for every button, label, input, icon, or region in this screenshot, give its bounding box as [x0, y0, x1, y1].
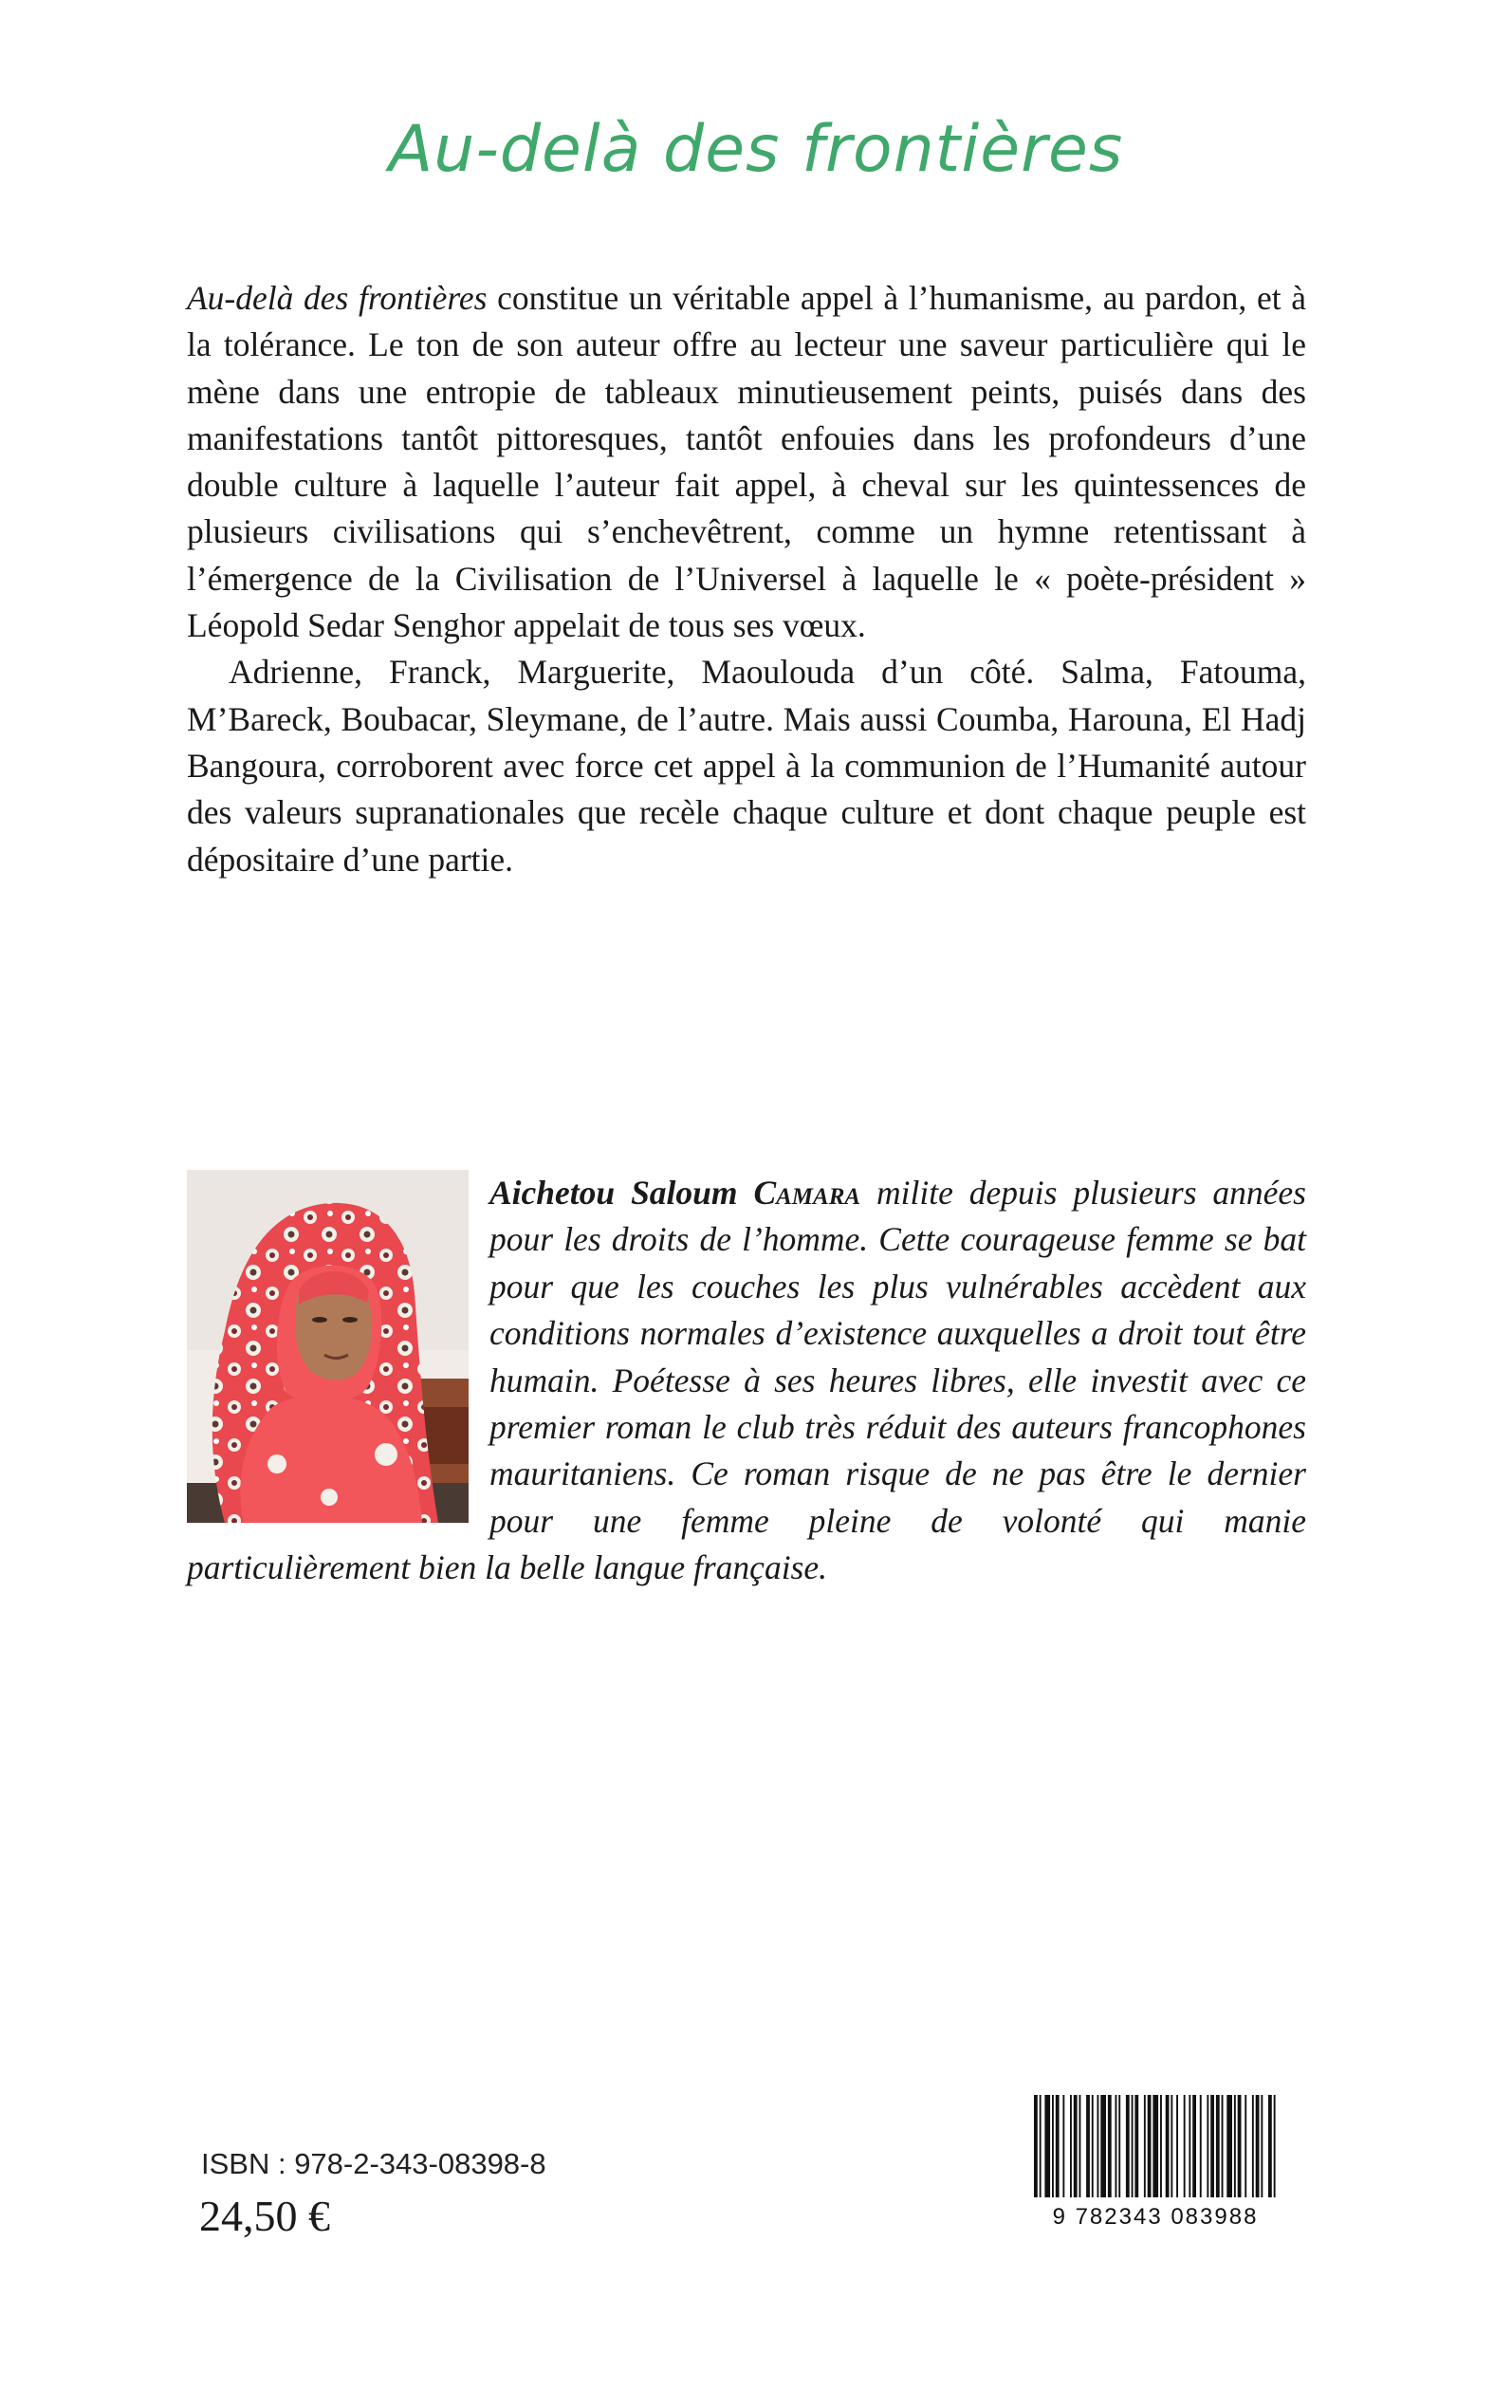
barcode-bar: [1184, 2095, 1186, 2197]
barcode-bar: [1160, 2095, 1162, 2197]
barcode-bar: [1274, 2095, 1276, 2197]
barcode-bar: [1118, 2095, 1120, 2197]
summary-paragraph-1-text: constitue un véritable appel à l’humanisme, au pardon, et à la tolérance. Le ton de son auteur offre au lecteur une saveur particulière qui le mène dans une entropie de tableaux minutieusement peints, puisés dans des manifestations tantôt pittoresques, tantôt enfouies dans les profondeurs d’une double culture à laquelle l’auteur fait appel, à cheval sur les quintessences de plusieurs civilisations qui s’enchevêtrent, comme un hymne retentissant à l’émergence de la Civilisation de l’Universel à laquelle le « poète-président » Léopold Sedar Senghor appelait de tous ses vœux.: [187, 279, 1306, 645]
book-title: Au-delà des frontières: [388, 112, 1124, 187]
barcode-bar: [1116, 2095, 1117, 2197]
barcode: [1017, 2095, 1294, 2228]
summary-paragraph-2: Adrienne, Franck, Marguerite, Maoulouda d’un côté. Salma, Fatouma, M’Bareck, Boubacar, Sleymane, de l’autre. Mais aussi Coumba, Harouna, El Hadj Bangoura, corroborent avec force cet appel à la communion de l’Humanité autour des valeurs supranationales que recèle chaque culture et dont chaque peuple est dépositaire d’une partie.: [187, 653, 1306, 879]
barcode-bar: [1226, 2095, 1232, 2197]
barcode-bar: [1052, 2095, 1054, 2197]
barcode-bar: [1192, 2095, 1196, 2197]
isbn: ISBN : 978-2-343-08398-8: [201, 2147, 546, 2180]
barcode-bar: [1261, 2095, 1263, 2197]
barcode-bar: [1210, 2095, 1214, 2197]
barcode-bar: [1252, 2095, 1254, 2197]
barcode-bar: [1062, 2095, 1064, 2197]
barcode-bar: [1108, 2095, 1112, 2197]
author-name: [489, 1174, 860, 1212]
barcode-bar: [1126, 2095, 1130, 2197]
barcode-bar: [1166, 2095, 1170, 2197]
barcode-bar: [1134, 2095, 1138, 2197]
barcode-bar: [1044, 2095, 1050, 2197]
summary-title-italic: Au-delà des frontières: [187, 279, 488, 317]
back-cover-summary: [187, 275, 1306, 883]
author-first-names: Aichetou Saloum: [489, 1174, 738, 1212]
author-photo: [187, 1170, 469, 1523]
price: 24,50 €: [199, 2192, 330, 2240]
barcode-bar: [1234, 2095, 1236, 2197]
barcode-bar: [1079, 2095, 1081, 2197]
barcode-bar: [1056, 2095, 1060, 2197]
barcode-bar: [1152, 2095, 1158, 2197]
barcode-bar: [1092, 2095, 1094, 2197]
author-surname: Camara: [753, 1174, 861, 1212]
barcode-bar: [1144, 2095, 1146, 2197]
summary-paragraph-1: [187, 275, 1306, 649]
barcode-bar: [1200, 2095, 1202, 2197]
barcode-bar: [1086, 2095, 1090, 2197]
barcode-bar: [1207, 2095, 1208, 2197]
barcode-bar: [1070, 2095, 1072, 2197]
barcode-bar: [1222, 2095, 1224, 2197]
barcode-bar: [1245, 2095, 1246, 2197]
barcode-bar: [1268, 2095, 1272, 2197]
barcode-bar: [1256, 2095, 1260, 2197]
barcode-bar: [1189, 2095, 1190, 2197]
barcode-bar: [1097, 2095, 1099, 2197]
author-bio-text: milite depuis plusieurs années pour les droits de l’homme. Cette courageuse femme se bat pour que les couches les plus vulnérables accèdent aux conditions normales d’existence auxquelles a droit tout être humain. Poétesse à ses heures libres, elle investit avec ce premier roman le club très réduit des auteurs francophones mauritaniens. Ce roman risque de ne pas être le dernier pour une femme pleine de volonté qui manie particulièrement bien la belle langue française.: [187, 1174, 1306, 1587]
barcode-bar: [1148, 2095, 1152, 2197]
barcode-digits: 9 782343 083988: [1052, 2204, 1259, 2228]
barcode-bar: [1171, 2095, 1172, 2197]
barcode-bar: [1238, 2095, 1242, 2197]
barcode-bar: [1040, 2095, 1042, 2197]
barcode-bar: [1100, 2095, 1106, 2197]
barcode-bars: [1034, 2095, 1276, 2197]
barcode-bar: [1216, 2095, 1220, 2197]
barcode-bar: [1176, 2095, 1178, 2197]
barcode-bar: [1034, 2095, 1038, 2197]
barcode-bar: [1132, 2095, 1134, 2197]
author-bio-block: [187, 1170, 1306, 1592]
barcode-bar: [1074, 2095, 1078, 2197]
